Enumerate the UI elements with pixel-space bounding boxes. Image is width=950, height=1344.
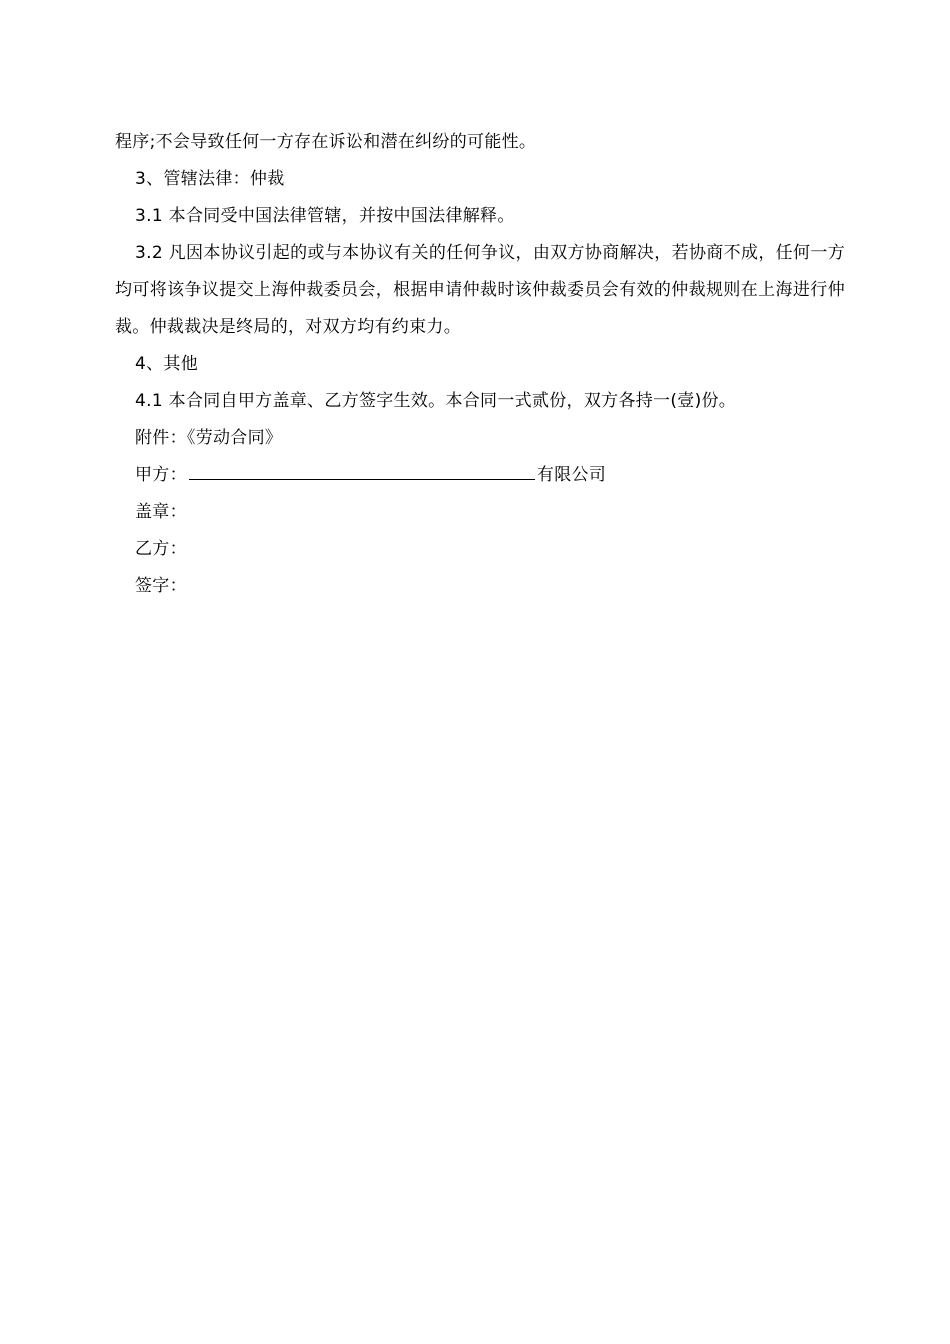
party-b-line: 乙方：: [135, 539, 187, 559]
attachment-line: 附件：《劳动合同》: [135, 428, 283, 448]
clause-4-1: 4.1 本合同自甲方盖章、乙方签字生效。本合同一式贰份，双方各持一(壹)份。: [135, 391, 737, 411]
party-a-line: [115, 457, 845, 494]
party-a-label: 甲方：: [135, 465, 187, 485]
section-3-heading: 3、管辖法律：仲裁: [135, 169, 285, 189]
document-body: [115, 124, 845, 605]
clause-3-1: 3.1 本合同受中国法律管辖，并按中国法律解释。: [135, 206, 515, 226]
clause-3-2: 3.2 凡因本协议引起的或与本协议有关的任何争议，由双方协商解决，若协商不成，任何一方均可将该争议提交上海仲裁委员会，根据申请仲裁时该仲裁委员会有效的仲裁规则在上海进行仲裁。仲裁裁决是终局的，对双方均有约束力。: [115, 243, 845, 337]
paragraph-continuation: 程序;不会导致任何一方存在诉讼和潜在纠纷的可能性。: [115, 132, 537, 152]
party-a-blank-line: [189, 465, 535, 480]
signature-line: 签字：: [135, 576, 187, 596]
party-a-suffix: 有限公司: [536, 465, 607, 485]
section-4-heading: 4、其他: [135, 354, 199, 374]
seal-line: 盖章：: [135, 502, 187, 522]
